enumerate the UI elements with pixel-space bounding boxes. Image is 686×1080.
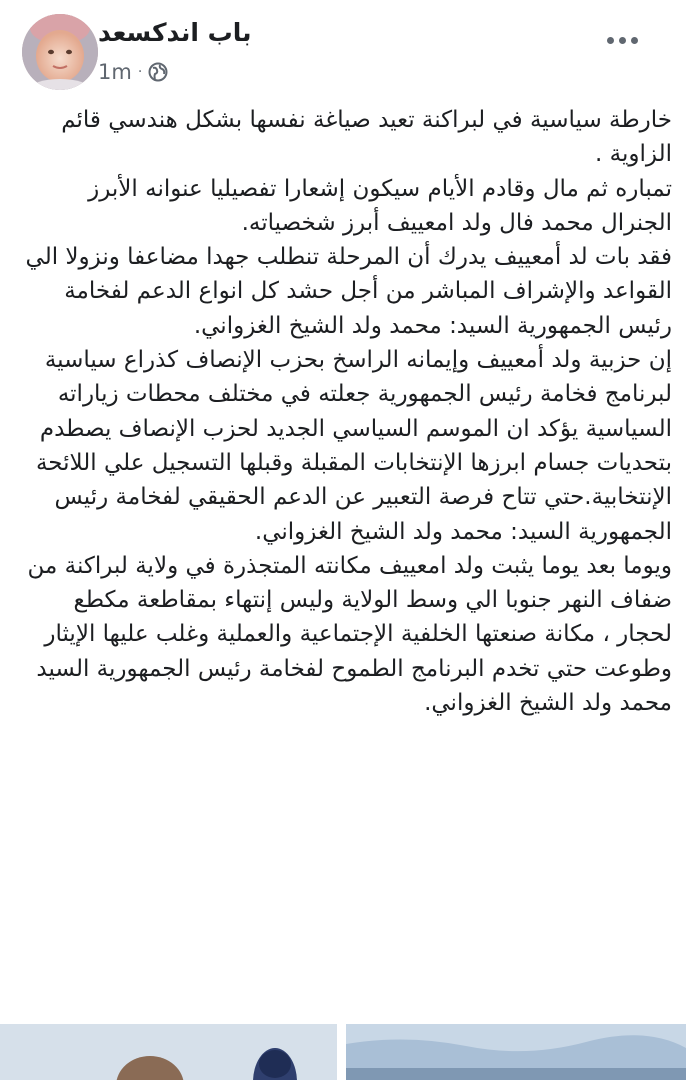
more-options-icon[interactable] bbox=[592, 20, 652, 60]
globe-icon[interactable] bbox=[148, 62, 168, 82]
post-photo[interactable] bbox=[346, 1024, 686, 1080]
post-photos bbox=[0, 1024, 686, 1080]
avatar[interactable] bbox=[22, 14, 98, 90]
post-photo[interactable] bbox=[0, 1024, 337, 1080]
post-paragraph: فقد بات لد أمعييف يدرك أن المرحلة تنطلب جهدا مضاعفا ونزولا الي القواعد والإشراف المباشر من أجل حشد كل انواع الدعم لفخامة رئيس الجمهورية السيد: محمد ولد الشيخ الغزواني. bbox=[25, 244, 672, 339]
more-dot bbox=[619, 37, 626, 44]
post-paragraph: تمباره ثم مال وقادم الأيام سيكون إشعارا تفصيليا عنوانه الأبرز الجنرال محمد فال ولد امعييف أبرز شخصياته. bbox=[88, 175, 672, 236]
more-dot bbox=[631, 37, 638, 44]
avatar-photo bbox=[22, 14, 98, 90]
post-paragraph: خارطة سياسية في لبراكنة تعيد صياغة نفسها بشكل هندسي قائم الزاوية . bbox=[61, 107, 672, 168]
more-dot bbox=[607, 37, 614, 44]
post-timestamp[interactable]: 1m bbox=[98, 60, 132, 84]
post-text bbox=[20, 103, 672, 720]
post-meta bbox=[98, 60, 168, 84]
author-name[interactable]: باب اندكسعد bbox=[98, 18, 252, 47]
post-header bbox=[0, 12, 686, 92]
post-paragraph: ويوما بعد يوما يثبت ولد امعييف مكانته المتجذرة في ولاية لبراكنة من ضفاف النهر جنوبا الي وسط الولاية وليس إنتهاء بمقاطعة مكطع لحجار ، مكانة صنعتها الخلفية الإجتماعية والعملية وغلب عليها الإيثار وطوعت حتي تخدم البرنامج الطموح لفخامة رئيس الجمهورية السيد محمد ولد الشيخ الغزواني. bbox=[27, 552, 672, 717]
meta-separator: · bbox=[137, 64, 143, 80]
post-paragraph: إن حزبية ولد أمعييف وإيمانه الراسخ بحزب الإنصاف كذراع سياسية لبرنامج فخامة رئيس الجمهورية جعلته في مختلف محطات زياراته السياسية يؤكد ان الموسم السياسي الجديد لحزب الإنصاف يصطدم بتحديات جسام ابرزها الإنتخابات المقبلة وقبلها التسجيل علي اللائحة الإنتخابية.حتي تتاح فرصة التعبير عن الدعم الحقيقي لفخامة رئيس الجمهورية السيد: محمد ولد الشيخ الغزواني. bbox=[35, 347, 672, 545]
